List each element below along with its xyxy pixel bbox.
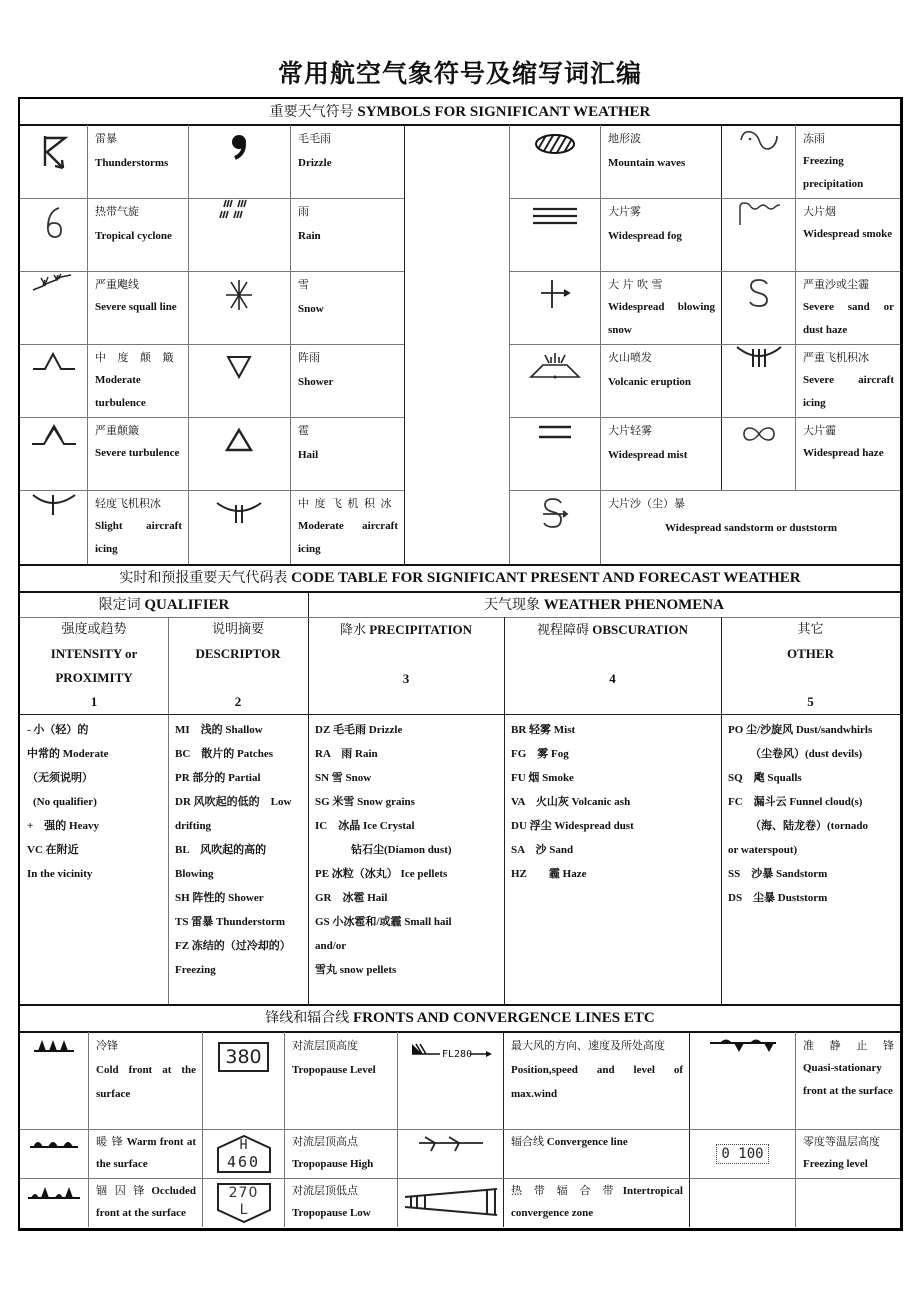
label-zh: 大 片 吹 雪 <box>608 278 663 291</box>
freezing-level-value: 0 100 <box>716 1144 768 1164</box>
code-item: DU 浮尘 Widespread dust <box>511 820 634 832</box>
label-zh: 大片霾 <box>803 424 836 437</box>
label-en: Tropopause High <box>292 1158 374 1170</box>
label-en: Widespread smoke <box>803 228 893 240</box>
label-en: Rain <box>298 230 321 242</box>
section3-header <box>20 1008 900 1028</box>
cold-front-icon <box>20 1032 88 1129</box>
convergence-line-icon <box>398 1130 503 1178</box>
label-zh: 雨 <box>298 205 309 218</box>
label-zh: 对流层顶低点 <box>292 1184 358 1197</box>
label-en: Severe aircraft icing <box>803 374 894 409</box>
divider <box>20 591 900 593</box>
label-zh: 严重飞机积冰 <box>803 351 869 364</box>
col-en: PRECIPITATION <box>369 622 473 637</box>
max-wind-level: FL280 <box>441 1049 472 1060</box>
symbol-label <box>601 125 721 198</box>
label-zh: 雪 <box>298 278 309 291</box>
code-item: （尘卷风）(dust devils) <box>750 748 863 760</box>
code-item: SA 沙 Sand <box>511 844 574 856</box>
section1-title-zh: 重要天气符号 <box>269 104 354 120</box>
divider <box>404 125 405 565</box>
symbol-label <box>796 417 900 490</box>
label-en: Widespread sandstorm or duststorm <box>664 522 838 534</box>
tropopause-level-value: 380 <box>218 1042 268 1072</box>
rain-icon <box>188 199 290 271</box>
code-item: RA 雨 Rain <box>315 748 378 760</box>
label-zh: 中 度 颠 簸 <box>95 351 178 364</box>
precipitation-list <box>308 714 504 982</box>
code-item: SH 阵性的 Shower <box>175 892 264 904</box>
freezing-precipitation-icon <box>722 126 795 198</box>
itcz-icon <box>398 1179 503 1227</box>
widespread-mist-icon <box>510 418 600 490</box>
label-en: Severe sand or dust haze <box>803 301 894 336</box>
widespread-fog-icon <box>510 199 600 271</box>
label-en: Tropopause Low <box>292 1207 371 1219</box>
symbol-label <box>88 344 188 417</box>
descriptor-list <box>168 714 308 982</box>
symbol-label <box>601 344 721 417</box>
col-num: 2 <box>234 694 242 709</box>
front-label <box>285 1130 397 1178</box>
symbol-label <box>796 198 900 271</box>
label-en: Snow <box>298 303 324 315</box>
symbol-label <box>796 125 900 198</box>
label-zh: 对流层顶高度 <box>292 1039 358 1052</box>
code-item: DZ 毛毛雨 Drizzle <box>315 724 403 736</box>
code-item: 钻石尘(Diamon dust) <box>351 844 452 856</box>
phenomena-en: WEATHER PHENOMENA <box>543 597 724 613</box>
symbol-label <box>88 490 188 563</box>
section2-header <box>20 568 900 588</box>
column-header-intensity <box>20 618 168 714</box>
low-label: L <box>239 1202 248 1218</box>
code-item: DS 尘暴 Duststorm <box>728 892 828 904</box>
label-en: Severe squall line <box>95 301 177 313</box>
front-label <box>285 1032 397 1129</box>
section2-title-zh: 实时和预报重要天气代码表 <box>119 570 288 586</box>
label-zh: 毛毛雨 <box>298 132 331 145</box>
label-en: Convergence line <box>546 1136 628 1148</box>
code-item: and/or <box>315 940 347 952</box>
label-zh: 火山喷发 <box>608 351 652 364</box>
front-label <box>89 1179 202 1227</box>
qualifier-zh: 限定词 <box>98 597 141 613</box>
widespread-blowing-snow-icon <box>510 272 600 344</box>
column-header-other <box>721 618 900 714</box>
label-en: Quasi-stationary front at the surface <box>803 1062 893 1097</box>
hail-icon <box>188 418 290 490</box>
code-item: drifting <box>175 820 212 832</box>
symbol-label <box>796 344 900 417</box>
label-en: Volcanic eruption <box>608 376 692 388</box>
label-en: Drizzle <box>298 157 332 169</box>
col-en: OTHER <box>787 646 834 661</box>
front-label <box>285 1179 397 1227</box>
severe-aircraft-icing-icon <box>722 345 795 417</box>
label-zh: 中 度 飞 机 积 冰 <box>298 497 393 510</box>
column-header-descriptor <box>168 618 308 714</box>
label-en: Widespread fog <box>608 230 682 242</box>
label-en: Shower <box>298 376 334 388</box>
label-zh: 雷暴 <box>95 132 117 145</box>
label-zh: 暖 锋 <box>96 1135 124 1148</box>
occluded-front-icon <box>20 1179 88 1227</box>
col-zh: 其它 <box>797 622 824 637</box>
label-zh: 严重飑线 <box>95 278 139 291</box>
label-zh: 辐合线 <box>511 1135 544 1148</box>
symbol-label <box>291 344 404 417</box>
symbol-label <box>601 490 900 563</box>
label-en: Widespread haze <box>803 447 884 459</box>
tropopause-low-icon <box>203 1179 284 1227</box>
code-item: SQ 飑 Squalls <box>728 772 802 784</box>
shower-icon <box>188 345 290 417</box>
label-en: Moderate aircraft icing <box>298 520 398 555</box>
max-wind-icon <box>398 1032 503 1129</box>
moderate-aircraft-icing-icon <box>188 491 290 563</box>
tropopause-high-icon <box>203 1130 284 1178</box>
code-item: FU 烟 Smoke <box>511 772 574 784</box>
symbol-label <box>291 417 404 490</box>
qualifier-header <box>20 595 308 615</box>
widespread-smoke-icon <box>722 199 795 271</box>
widespread-haze-icon <box>722 418 795 490</box>
symbol-label <box>88 198 188 271</box>
col-zh: 降水 <box>339 623 366 638</box>
moderate-turbulence-icon <box>20 345 87 417</box>
label-zh: 冷锋 <box>96 1039 118 1052</box>
section3-title-en: FRONTS AND CONVERGENCE LINES ETC <box>353 1010 655 1026</box>
other-list <box>721 714 900 910</box>
code-item: Freezing <box>175 964 216 976</box>
code-item: BL 风吹起的高的 <box>175 844 267 856</box>
symbol-label <box>601 271 721 344</box>
front-label <box>89 1130 202 1178</box>
section2-title-en: CODE TABLE FOR SIGNIFICANT PRESENT AND FORECAST WEATHER <box>291 570 801 586</box>
symbol-label <box>291 125 404 198</box>
column-header-obscuration <box>504 618 721 691</box>
code-item: MI 浅的 Shallow <box>175 724 263 736</box>
divider <box>20 564 900 566</box>
section3-title-zh: 锋线和辐合线 <box>265 1010 350 1026</box>
front-label <box>796 1130 900 1178</box>
severe-turbulence-icon <box>20 418 87 490</box>
label-en: Warm front at the surface <box>96 1136 197 1170</box>
code-item: GS 小冰雹和/或霾 Small hail <box>315 916 452 928</box>
code-item: Blowing <box>175 868 214 880</box>
high-value: 460 <box>226 1153 261 1171</box>
code-item: （无须说明） <box>27 772 93 784</box>
severe-squall-line-icon <box>20 272 87 344</box>
label-en: Occluded front at the surface <box>96 1185 196 1219</box>
code-item: IC 冰晶 Ice Crystal <box>315 820 415 832</box>
label-zh: 大片轻雾 <box>608 424 652 437</box>
code-item: SS 沙暴 Sandstorm <box>728 868 828 880</box>
section1-title-en: SYMBOLS FOR SIGNIFICANT WEATHER <box>357 104 651 120</box>
label-zh: 冻雨 <box>803 132 825 145</box>
high-label: H <box>239 1138 248 1153</box>
label-zh: 零度等温层高度 <box>803 1135 880 1148</box>
code-item: or waterspout) <box>728 844 798 856</box>
label-en: Position,speed and level of max.wind <box>511 1064 683 1100</box>
label-en: Thunderstorms <box>95 157 169 169</box>
freezing-level-icon <box>690 1130 795 1178</box>
intensity-list <box>20 714 168 886</box>
code-item: BR 轻雾 Mist <box>511 724 576 736</box>
symbol-label <box>88 271 188 344</box>
front-label <box>504 1032 689 1129</box>
tropopause-level-icon <box>203 1032 284 1129</box>
code-item: BC 散片的 Patches <box>175 748 274 760</box>
label-zh: 最大风的方向、速度及所处高度 <box>511 1039 665 1052</box>
code-item: （海、陆龙卷）(tornado <box>750 820 868 832</box>
drizzle-icon <box>188 126 290 198</box>
label-en: Widespread blowing snow <box>608 301 715 336</box>
symbol-label <box>88 417 188 490</box>
qualifier-en: QUALIFIER <box>144 597 230 613</box>
label-en: Freezing precipitation <box>803 155 864 190</box>
label-zh: 严重颠簸 <box>95 424 139 437</box>
label-en: Hail <box>298 449 319 461</box>
severe-sand-dust-haze-icon <box>722 272 795 344</box>
code-item: - 小（轻）的 <box>27 724 89 736</box>
col-en: INTENSITY or PROXIMITY <box>50 646 138 685</box>
col-zh: 视程障碍 <box>536 623 589 638</box>
code-item: In the vicinity <box>27 868 93 880</box>
col-en: DESCRIPTOR <box>195 646 281 661</box>
col-zh: 说明摘要 <box>211 622 264 637</box>
col-zh: 强度或趋势 <box>61 622 127 637</box>
label-en: Slight aircraft icing <box>95 520 182 555</box>
code-item: GR 冰雹 Hail <box>315 892 388 904</box>
snow-icon <box>188 272 290 344</box>
mountain-waves-icon <box>510 126 600 198</box>
code-item: PE 冰粒（冰丸） Ice pellets <box>315 868 448 880</box>
empty-cell <box>796 1179 900 1227</box>
label-zh: 地形波 <box>608 132 641 145</box>
front-label <box>504 1130 689 1178</box>
col-num: 4 <box>609 671 616 686</box>
label-zh: 热 带 辐 合 带 <box>511 1184 618 1197</box>
volcanic-eruption-icon <box>510 345 600 417</box>
label-zh: 轻度飞机积冰 <box>95 497 161 510</box>
label-en: Severe turbulence <box>95 447 180 459</box>
code-item: HZ 霾 Haze <box>511 868 587 880</box>
label-en: Mountain waves <box>608 157 686 169</box>
code-item: TS 雷暴 Thunderstorm <box>175 916 286 928</box>
code-item: SG 米雪 Snow grains <box>315 796 415 808</box>
obscuration-list <box>504 714 721 886</box>
col-en: OBSCURATION <box>592 622 689 637</box>
label-zh: 严重沙或尘霾 <box>803 278 869 291</box>
thunderstorm-icon <box>20 126 87 198</box>
code-item: VC 在附近 <box>27 844 79 856</box>
symbol-label <box>601 198 721 271</box>
page-title: 常用航空气象符号及缩写词汇编 <box>277 59 642 88</box>
col-num: 1 <box>90 694 98 709</box>
code-item: FC 漏斗云 Funnel cloud(s) <box>728 796 863 808</box>
label-en: Tropopause Level <box>292 1064 376 1076</box>
symbol-label <box>291 271 404 344</box>
label-zh: 阵雨 <box>298 351 320 364</box>
code-item: VA 火山灰 Volcanic ash <box>511 796 631 808</box>
col-num: 3 <box>402 671 410 686</box>
symbol-label <box>291 490 404 563</box>
front-label <box>504 1179 689 1227</box>
code-item: FZ 冻结的（过冷却的） <box>175 940 291 952</box>
section1-header <box>20 102 900 122</box>
column-header-precipitation <box>308 618 504 691</box>
label-en: Freezing level <box>803 1158 868 1170</box>
symbol-label <box>88 125 188 198</box>
label-zh: 对流层顶高点 <box>292 1135 358 1148</box>
label-en: Intertropical convergence zone <box>511 1185 683 1219</box>
code-item: + 强的 Heavy <box>27 820 99 832</box>
low-value: 270 <box>228 1185 259 1201</box>
phenomena-header <box>308 595 900 615</box>
code-item: 中常的 Moderate <box>27 748 109 760</box>
label-zh: 热带气旋 <box>95 205 139 218</box>
front-label <box>796 1032 900 1129</box>
label-en: Cold front at the surface <box>96 1064 196 1100</box>
code-item: FG 雾 Fog <box>511 748 569 760</box>
widespread-sandstorm-icon <box>510 491 600 563</box>
warm-front-icon <box>20 1130 88 1178</box>
divider <box>20 1004 900 1006</box>
label-zh: 大片雾 <box>608 205 641 218</box>
label-zh: 大片烟 <box>803 205 836 218</box>
col-num: 5 <box>807 694 814 709</box>
phenomena-zh: 天气现象 <box>484 597 541 613</box>
code-item: PO 尘/沙旋风 Dust/sandwhirls <box>728 724 873 736</box>
code-item: (No qualifier) <box>33 796 97 808</box>
empty-cell <box>690 1179 795 1227</box>
label-en: Widespread mist <box>608 449 688 461</box>
code-item: SN 雪 Snow <box>315 772 372 784</box>
code-item: PR 部分的 Partial <box>175 772 261 784</box>
front-label <box>89 1032 202 1129</box>
slight-aircraft-icing-icon <box>20 491 87 563</box>
label-zh: 雹 <box>298 424 309 437</box>
symbol-label <box>796 271 900 344</box>
code-item: DR 风吹起的低的 Low <box>175 796 292 808</box>
label-zh: 大片沙（尘）暴 <box>608 497 685 510</box>
quasi-stationary-front-icon <box>690 1032 795 1129</box>
symbol-label <box>291 198 404 271</box>
label-zh: 锢 囚 锋 <box>96 1184 147 1197</box>
tropical-cyclone-icon <box>20 199 87 271</box>
label-en: Moderate turbulence <box>95 374 146 409</box>
symbol-label <box>601 417 721 490</box>
label-en: Tropical cyclone <box>95 230 172 242</box>
label-zh: 准 静 止 锋 <box>803 1039 894 1052</box>
code-item: 雪丸 snow pellets <box>315 964 397 976</box>
